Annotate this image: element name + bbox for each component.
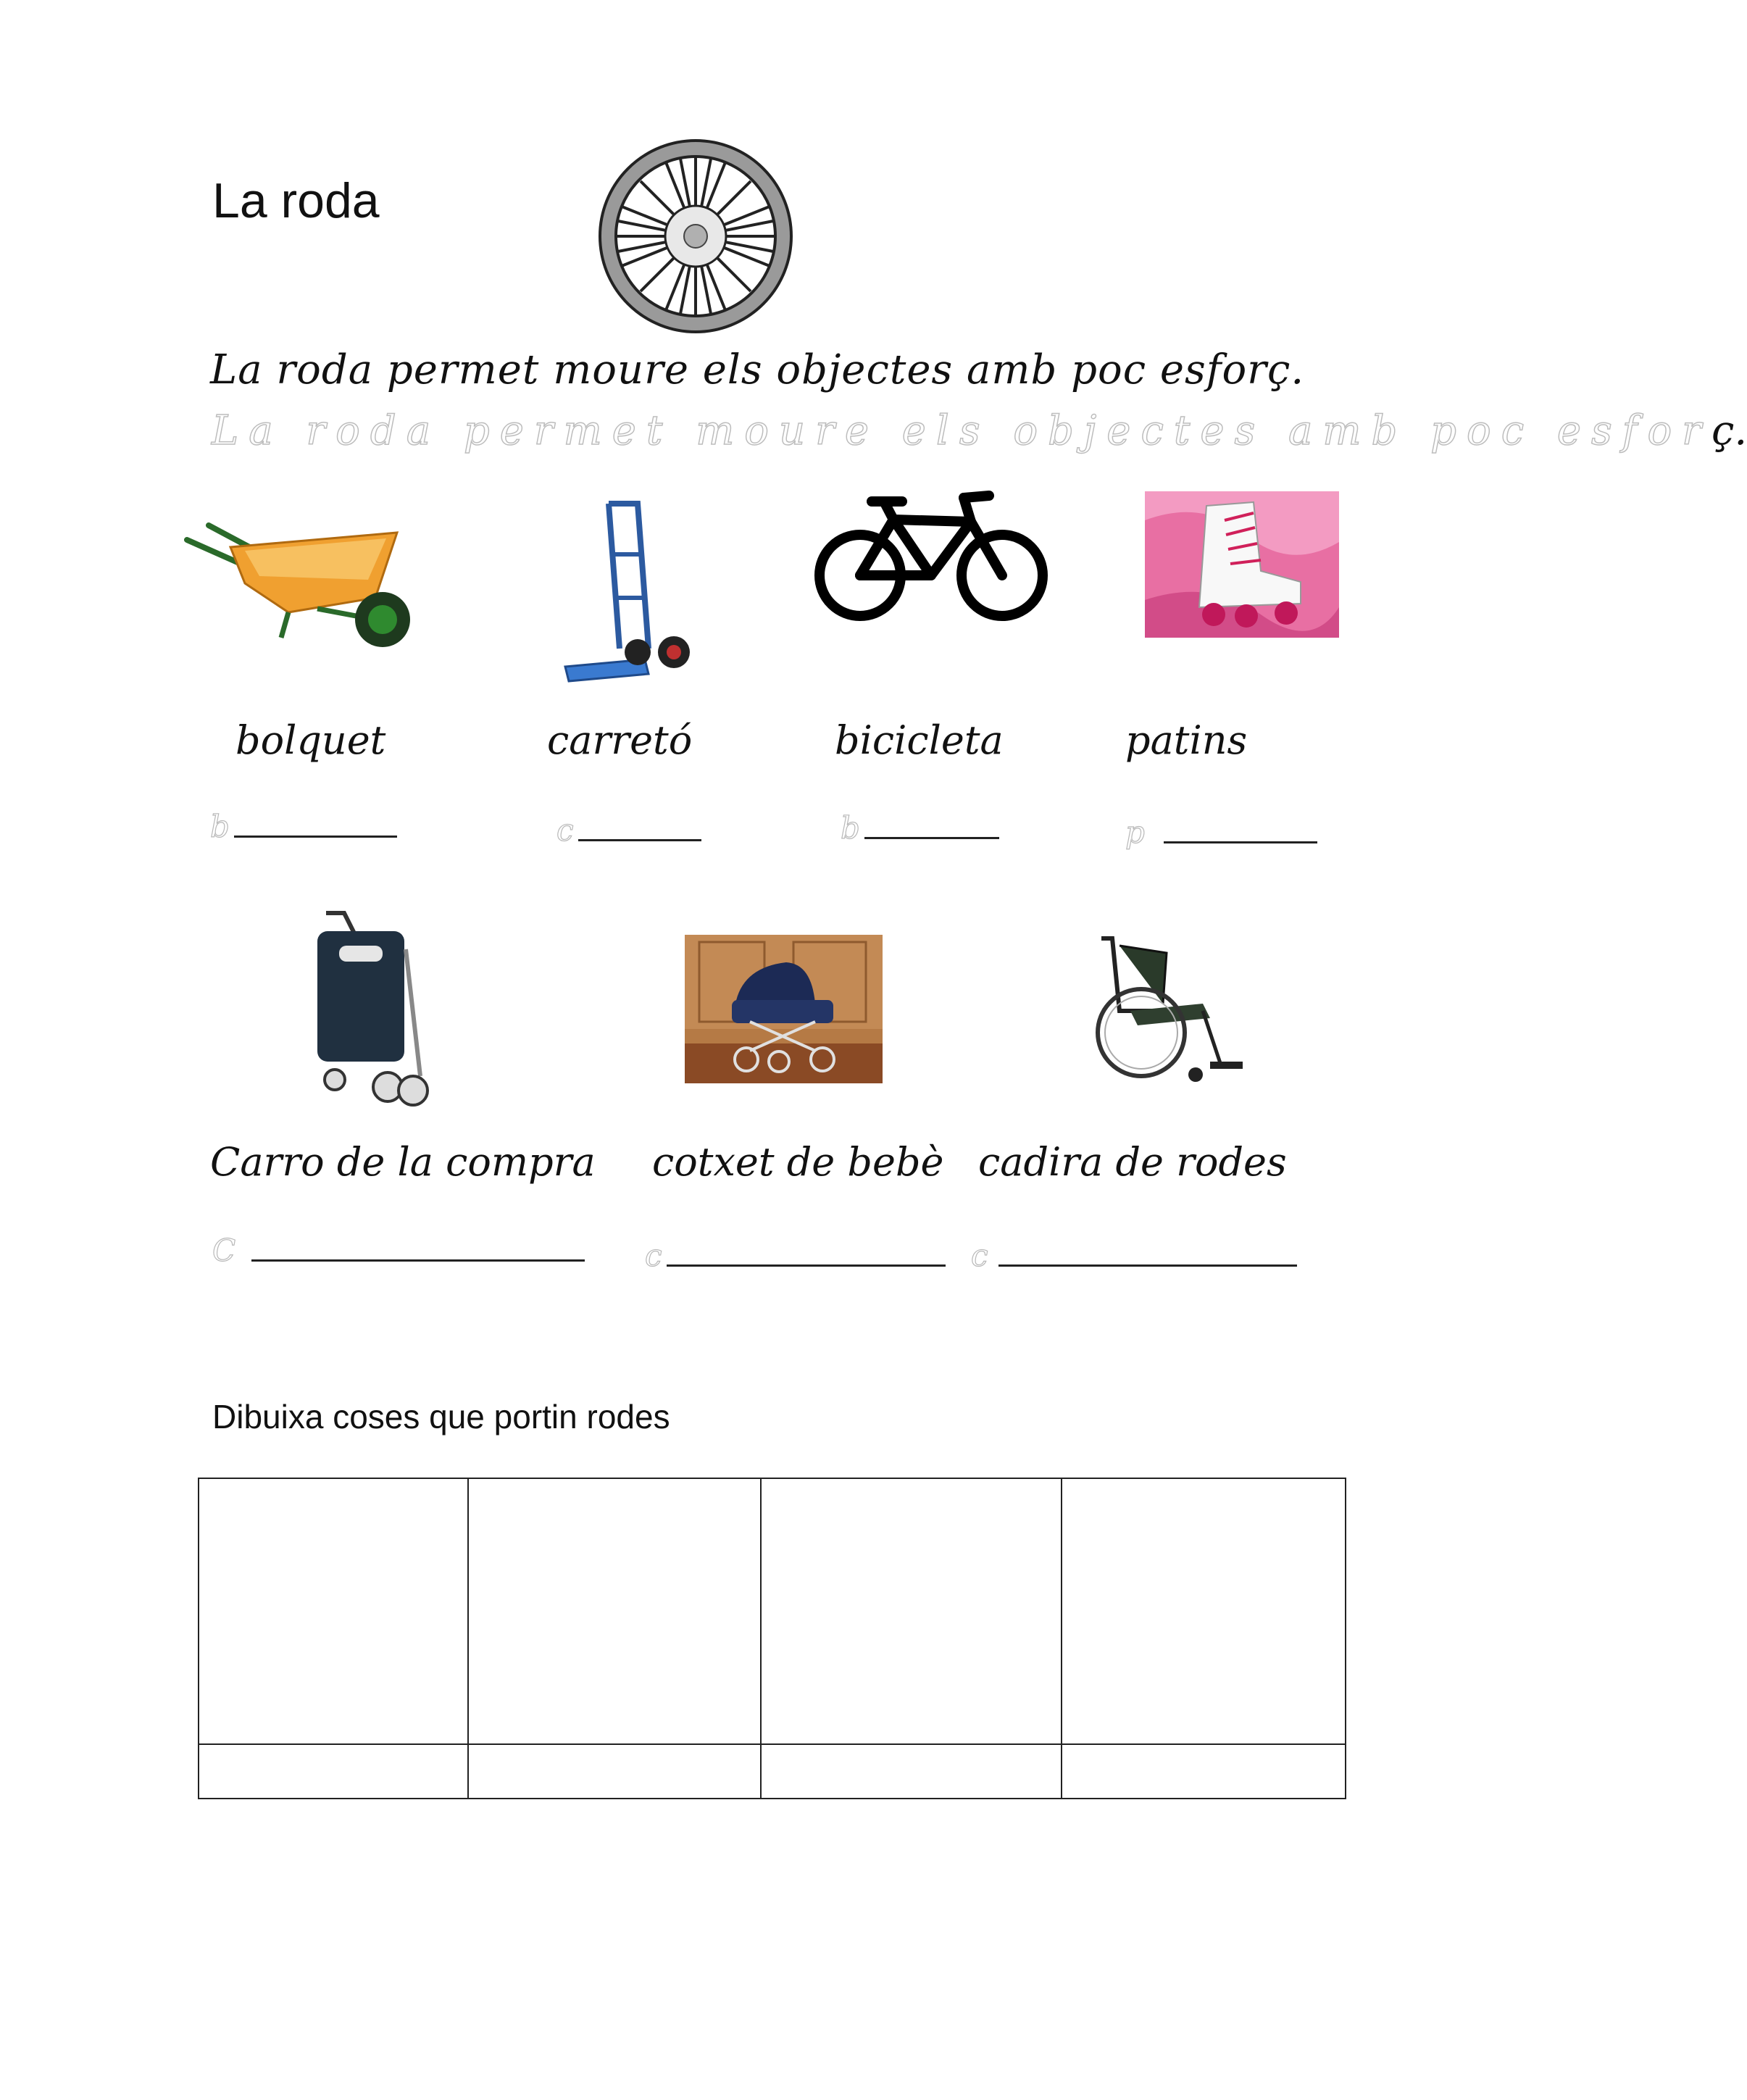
answer-line [578, 838, 701, 841]
bicycle-icon [815, 487, 1047, 625]
drawing-task-heading: Dibuixa coses que portin rodes [212, 1398, 670, 1436]
trace-sentence-end: ç. [1711, 407, 1747, 454]
baby-pram-icon [685, 935, 883, 1083]
answer-line [864, 836, 999, 839]
drawing-grid [198, 1478, 1346, 1799]
hand-truck-icon [558, 496, 703, 688]
label-box-4[interactable] [1062, 1744, 1346, 1799]
label-box-2[interactable] [468, 1744, 761, 1799]
answer-blank-cotxet[interactable] [645, 1238, 946, 1273]
shopping-trolley-icon [312, 906, 435, 1110]
wheel-icon [596, 136, 796, 336]
trace-sentence [212, 407, 1747, 454]
trace-letter: c [556, 812, 574, 848]
trace-letter: b [841, 810, 860, 846]
trace-sentence-dotted: La roda permet moure els objectes amb poc esfor [212, 407, 1711, 454]
answer-line [998, 1263, 1297, 1267]
drawing-row [199, 1478, 1346, 1744]
trace-letter: p [1125, 814, 1145, 850]
trace-letter: b [210, 809, 230, 844]
drawing-box-3[interactable] [761, 1478, 1062, 1744]
drawing-box-4[interactable] [1062, 1478, 1346, 1744]
wheelchair-icon [1087, 924, 1254, 1091]
answer-line [1164, 840, 1317, 843]
roller-skate-icon [1145, 491, 1339, 638]
answer-line [667, 1263, 946, 1267]
answer-blank-bolquet[interactable] [210, 809, 397, 844]
word-bolquet: bolquet [235, 717, 386, 763]
label-row [199, 1744, 1346, 1799]
page-title: La roda [212, 173, 380, 228]
model-sentence: La roda permet moure els objectes amb poc esforç. [210, 346, 1305, 393]
word-patins: patins [1125, 717, 1248, 763]
label-box-1[interactable] [199, 1744, 468, 1799]
word-bicicleta: bicicleta [835, 717, 1004, 763]
drawing-box-1[interactable] [199, 1478, 468, 1744]
answer-blank-carro[interactable] [212, 1233, 585, 1268]
answer-line [234, 834, 397, 838]
answer-blank-bicicleta[interactable] [841, 810, 999, 846]
word-cotxet-de-bebe: cotxet de bebè [652, 1139, 944, 1185]
trace-letter: c [645, 1238, 662, 1273]
answer-blank-cadira[interactable] [971, 1238, 1297, 1273]
answer-blank-carreto[interactable] [556, 812, 701, 848]
label-box-3[interactable] [761, 1744, 1062, 1799]
wheelbarrow-icon [180, 511, 426, 656]
trace-letter: C [212, 1233, 236, 1268]
word-cadira-de-rodes: cadira de rodes [978, 1139, 1287, 1185]
word-carro-de-la-compra: Carro de la compra [210, 1139, 596, 1185]
answer-blank-patins[interactable] [1125, 814, 1317, 850]
drawing-box-2[interactable] [468, 1478, 761, 1744]
trace-letter: c [971, 1238, 988, 1273]
word-carreto: carretó [547, 717, 693, 763]
answer-line [251, 1258, 585, 1262]
